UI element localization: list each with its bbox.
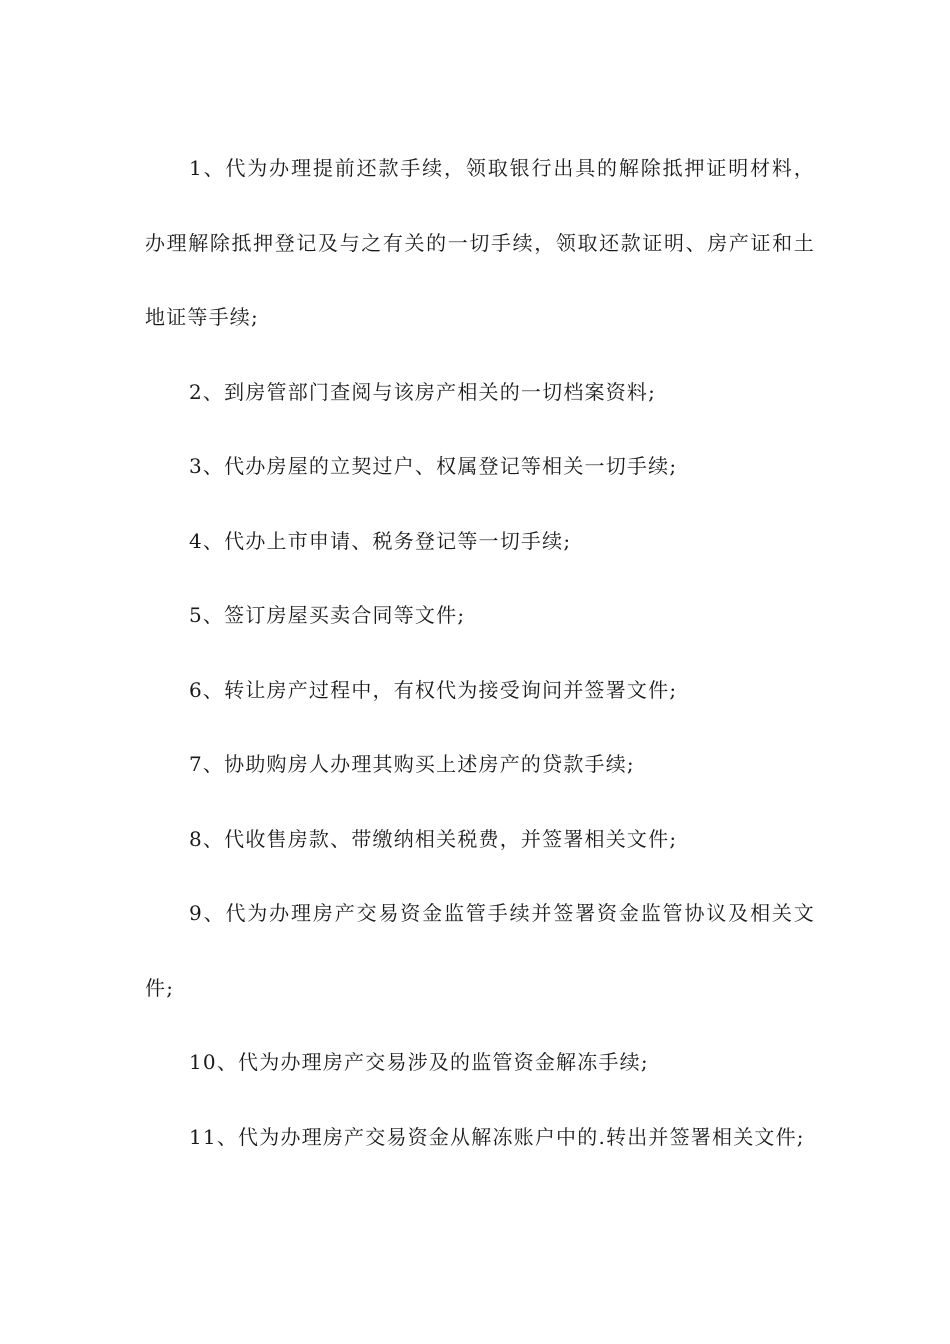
paragraph-item-11: 11、代为办理房产交易资金从解冻账户中的.转出并签署相关文件; — [189, 1124, 805, 1149]
paragraph-item-9: 9、代为办理房产交易资金监管手续并签署资金监管协议及相关文件; — [145, 901, 815, 1000]
paragraph-item-3: 3、代办房屋的立契过户、权属登记等相关一切手续; — [189, 454, 678, 478]
paragraph-item-1: 1、代为办理提前还款手续，领取银行出具的解除抵押证明材料，办理解除抵押登记及与之有关的一切手续，领取还款证明、房产证和土地证等手续; — [145, 156, 815, 329]
paragraph-item-5: 5、签订房屋买卖合同等文件; — [189, 603, 466, 627]
document-body — [145, 131, 815, 1174]
paragraph-item-2: 2、到房管部门查阅与该房产相关的一切档案资料; — [189, 379, 657, 404]
paragraph-item-8: 8、代收售房款、带缴纳相关税费，并签署相关文件; — [189, 826, 678, 851]
paragraph-item-10: 10、代为办理房产交易涉及的监管资金解冻手续; — [189, 1050, 649, 1074]
paragraph-item-6: 6、转让房产过程中，有权代为接受询问并签署文件; — [189, 677, 678, 702]
paragraph-item-4: 4、代办上市申请、税务登记等一切手续; — [189, 528, 572, 553]
paragraph-item-7: 7、协助购房人办理其购买上述房产的贷款手续; — [189, 752, 635, 776]
